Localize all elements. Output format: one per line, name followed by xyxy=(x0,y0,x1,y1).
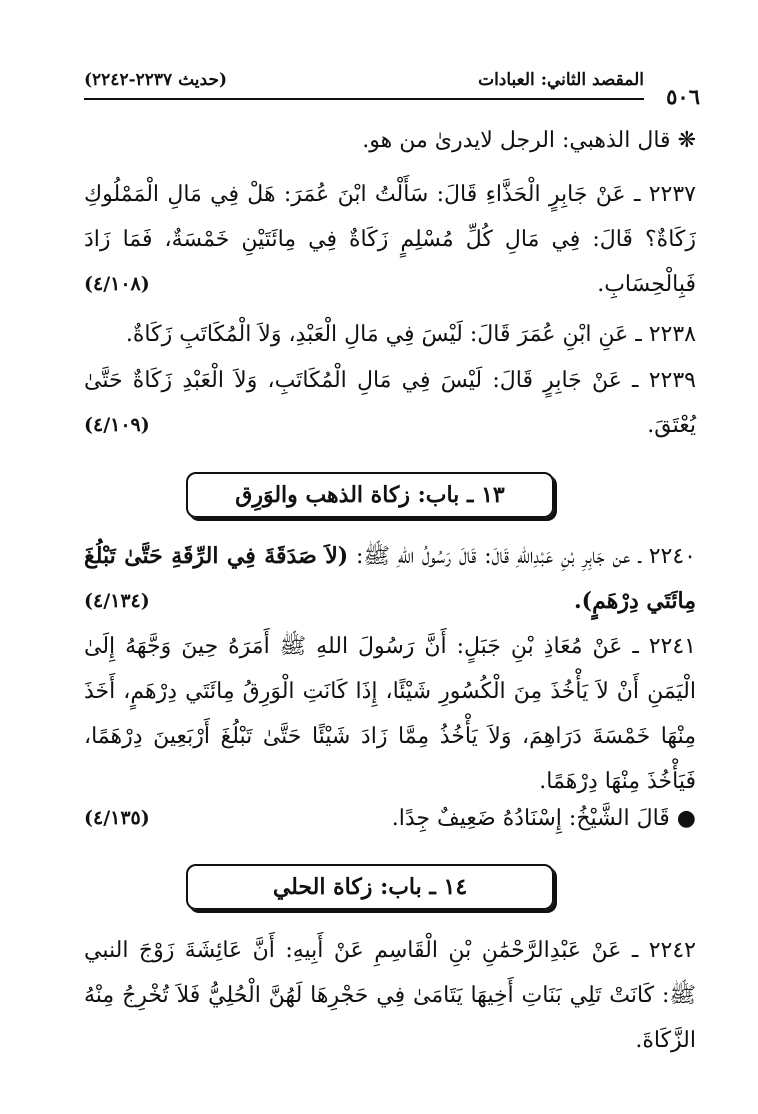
sheikh-note-text: ● قَالَ الشَّيْخُ: إِسْنَادُهُ ضَعِيفٌ جِدًا. xyxy=(391,806,696,831)
sheikh-note xyxy=(84,796,696,841)
chapter-14-heading: ١٤ ـ باب: زكاة الحلي xyxy=(186,864,554,910)
header-rule xyxy=(84,98,644,100)
hadith-2241-text: ٢٢٤١ ـ عَنْ مُعَاذِ بْنِ جَبَلٍ: أَنَّ رَسُولَ اللهِ ﷺ أَمَرَهُ حِينَ وَجَّهَهُ إِلَىٰ الْيَمَنِ أَنْ لاَ يَأْخُذَ مِنَ الْكُسُورِ شَيْئًا، إِذَا كَانَتِ الْوَرِقُ مِائَتَي دِرْهَمٍ، أَخَذَ مِنْهَا خَمْسَةَ دَرَاهِمَ، وَلاَ يَأْخُذُ مِمَّا زَادَ شَيْئًا حَتَّىٰ تَبْلُغَ أَرْبَعِينَ دِرْهَمًا، فَيَأْخُذَ مِنْهَا دِرْهَمًا. xyxy=(84,634,696,794)
hadith-2239 xyxy=(84,358,696,448)
hadith-2238-text: ٢٢٣٨ ـ عَنِ ابْنِ عُمَرَ قَالَ: لَيْسَ فِي مَالِ الْعَبْدِ، وَلاَ الْمُكَاتَبِ زَكَاةٌ. xyxy=(125,322,696,347)
hadith-2239-ref: (٤/١٠٩) xyxy=(84,414,150,436)
hadith-2241-ref: (٤/١٣٥) xyxy=(84,807,150,829)
page-header xyxy=(84,62,700,109)
hadith-2237-text: ٢٢٣٧ ـ عَنْ جَابِرٍ الْحَذَّاءِ قَالَ: سَأَلْتُ ابْنَ عُمَرَ: هَلْ فِي مَالِ الْمَمْلُوكِ زَكَاةٌ؟ قَالَ: فِي مَالِ كُلِّ مُسْلِمٍ زَكَاةٌ فِي مِائَتَيْنِ خَمْسَةٌ، فَمَا زَادَ فَبِالْحِسَابِ. xyxy=(84,182,696,297)
hadith-2240-quote: (لاَ صَدَقَةَ فِي الرِّقَةِ حَتَّىٰ تَبْلُغَ مِائَتَي دِرْهَمٍ). xyxy=(84,543,696,614)
hadith-range: (حديث ٢٢٣٧-٢٢٤٢) xyxy=(84,70,227,90)
section-title: المقصد الثاني: العبادات xyxy=(478,70,644,90)
hadith-2238 xyxy=(84,312,696,357)
hadith-2242-text: ٢٢٤٢ ـ عَنْ عَبْدِالرَّحْمَٰنِ بْنِ الْقَاسِمِ عَنْ أَبِيهِ: أَنَّ عَائِشَةَ زَوْجَ النبي ﷺ: كَانَتْ تَلِي بَنَاتِ أَخِيهَا يَتَامَىٰ فِي حَجْرِهَا لَهُنَّ الْحُلِيُّ فَلاَ تُخْرِجُ مِنْهُ الزَّكَاةَ. xyxy=(84,938,696,1053)
note-dhahabi xyxy=(84,118,696,163)
page-number: ٥٠٦ xyxy=(666,84,700,109)
hadith-2237 xyxy=(84,172,696,307)
hadith-2240-ref: (٤/١٣٤) xyxy=(84,590,150,612)
hadith-2242 xyxy=(84,928,696,1063)
hadith-2241 xyxy=(84,624,696,804)
hadith-2240-body xyxy=(84,534,696,624)
note-dhahabi-text: ❋ قال الذهبي: الرجل لايدرىٰ من هو. xyxy=(362,128,696,153)
hadith-2239-text: ٢٢٣٩ ـ عَنْ جَابِرٍ قَالَ: لَيْسَ فِي مَالِ الْمُكَاتَبِ، وَلاَ الْعَبْدِ زَكَاةٌ حَتَّىٰ يُعْتَقَ. xyxy=(84,368,696,438)
hadith-2240-intro: ٢٢٤٠ ـ عن جَابِرِ بْنِ عَبْدِاللهِ قَالَ: قَالَ رَسُولُ اللهِ ﷺ: xyxy=(355,544,696,569)
hadith-2237-ref: (٤/١٠٨) xyxy=(84,273,150,295)
hadith-2240 xyxy=(84,534,696,624)
chapter-13-heading: ١٣ ـ باب: زكاة الذهب والوَرِق xyxy=(186,472,554,518)
